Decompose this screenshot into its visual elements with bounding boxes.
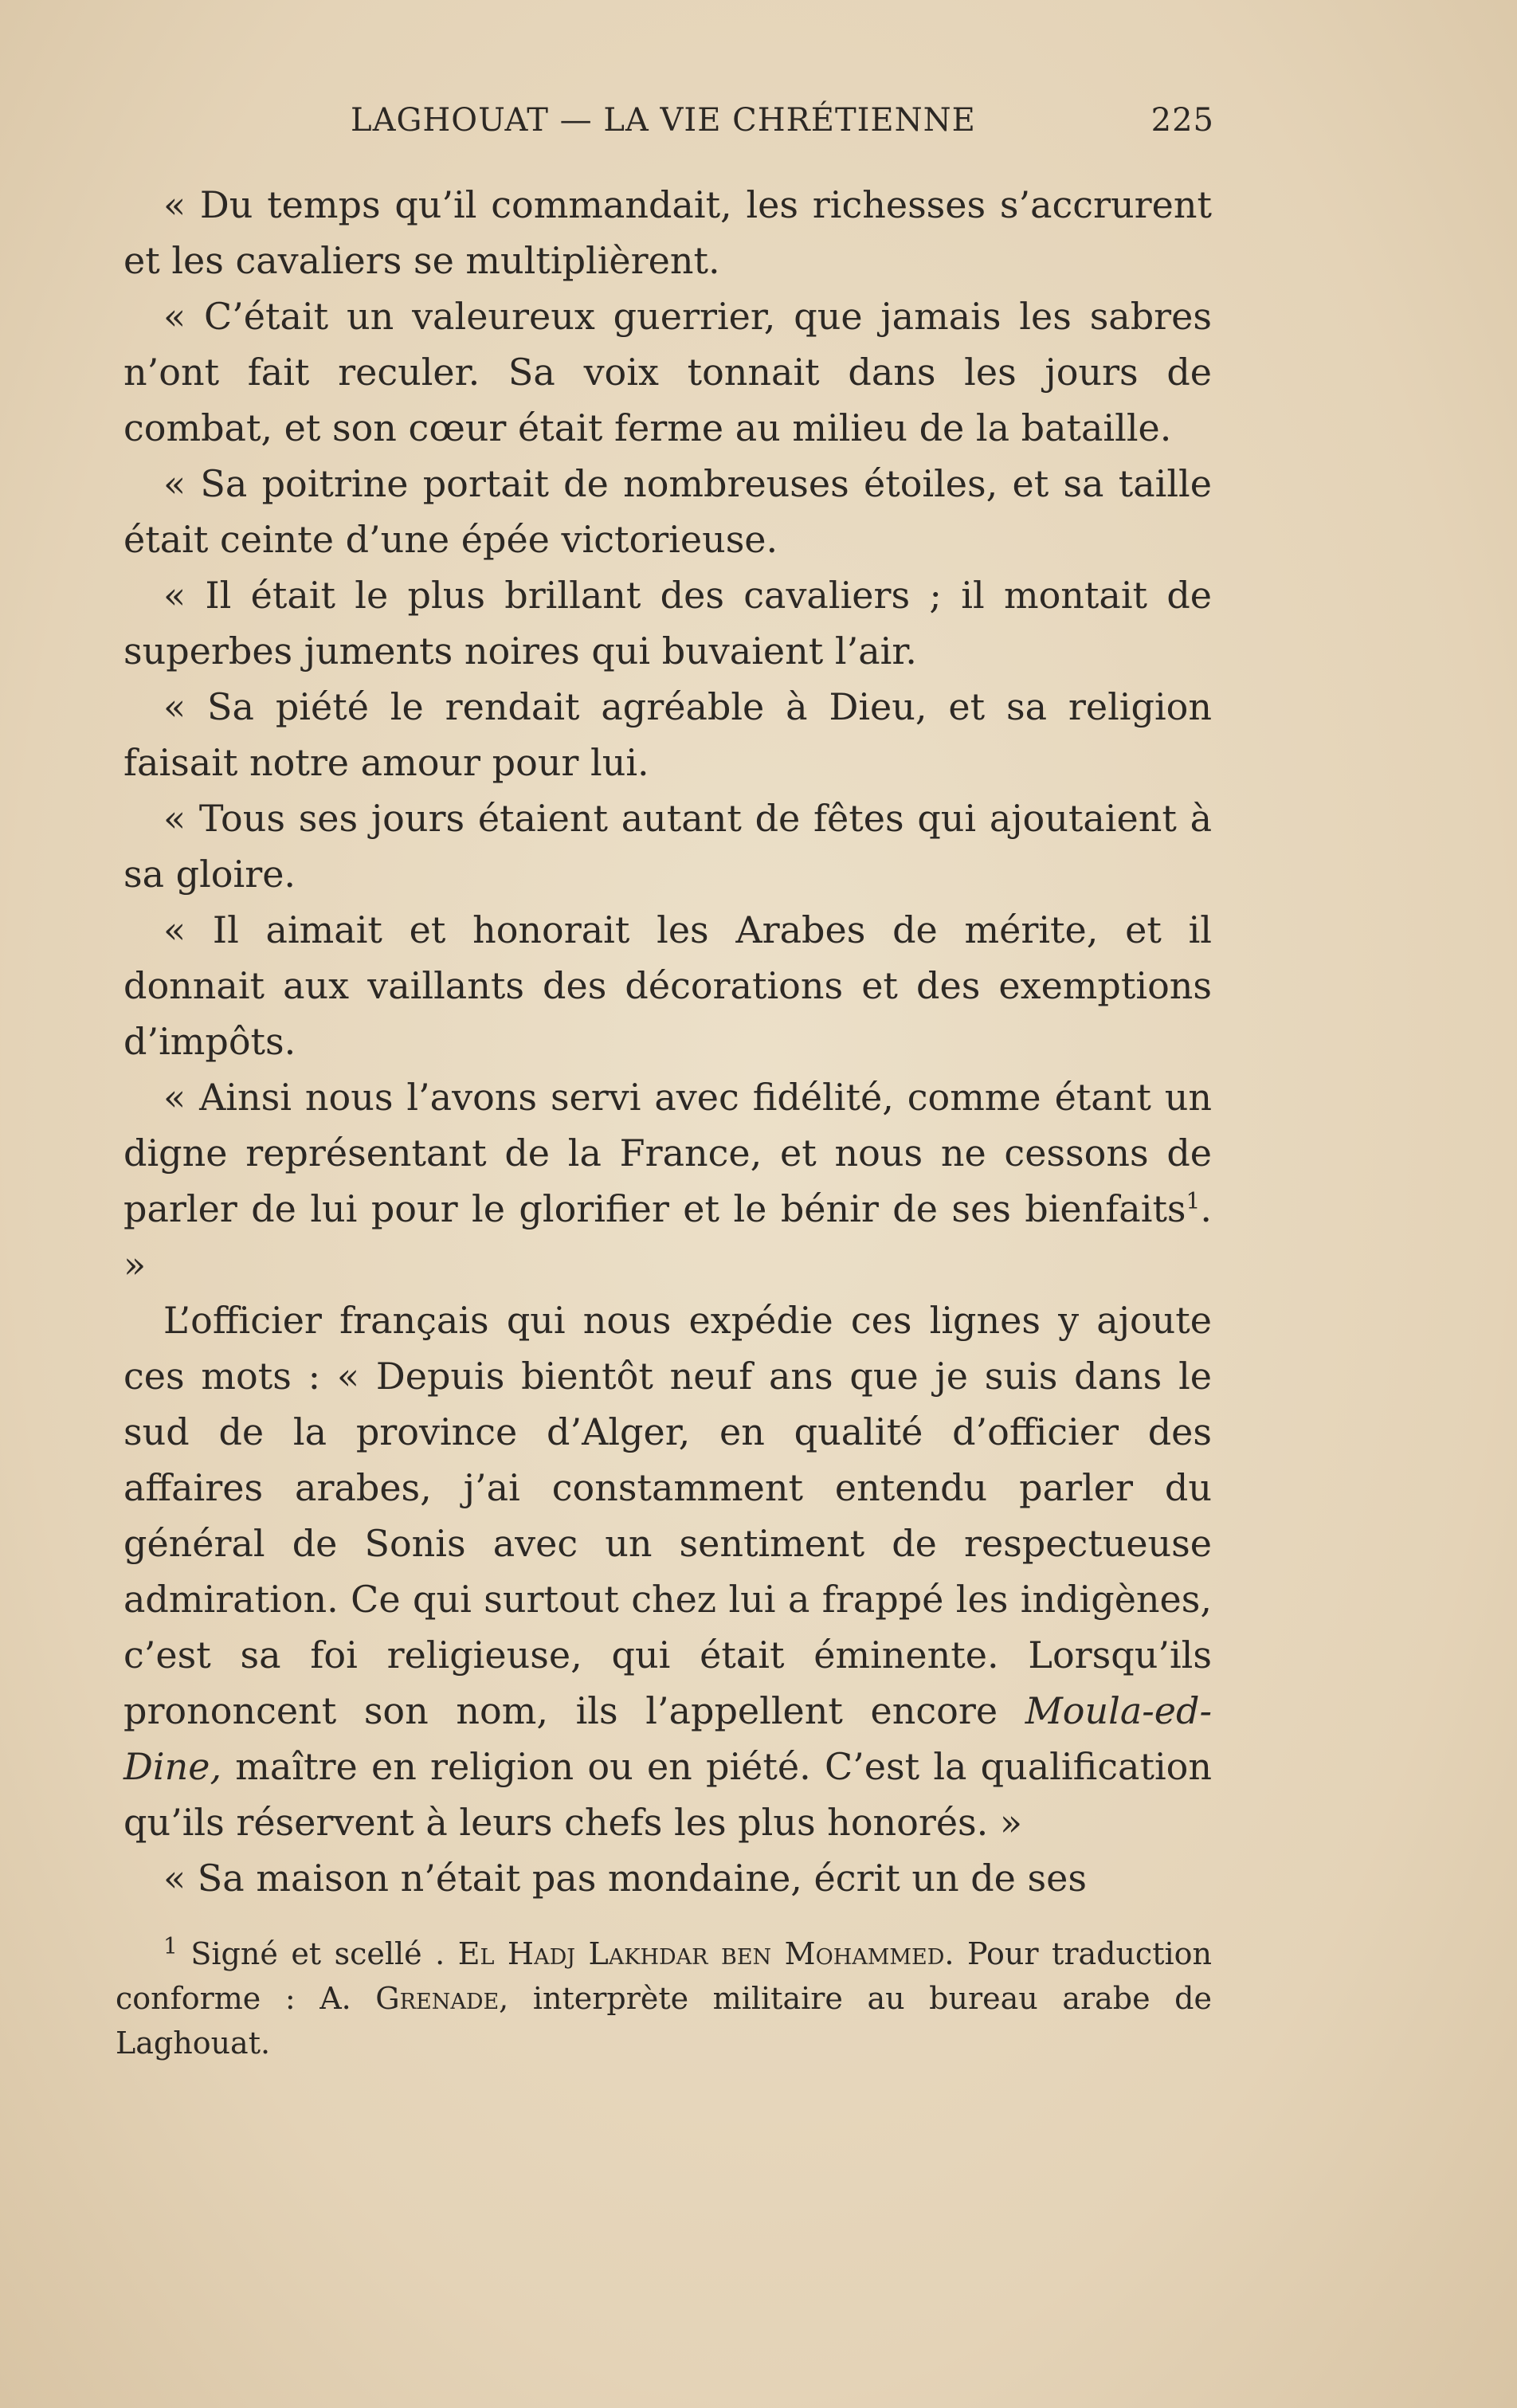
paragraph-7: « Il aimait et honorait les Arabes de mérite, et il donnait aux vaillants des décorations et des exemptions d’impôts.	[123, 908, 1212, 1063]
footnote-part-3: , interprète militaire au bureau arabe de Laghouat.	[116, 1981, 1212, 2061]
paragraph-4: « Il était le plus brillant des cavaliers ; il montait de superbes juments noires qui buvaient l’air.	[123, 574, 1212, 673]
paragraph-2: « C’était un valeureux guerrier, que jamais les sabres n’ont fait reculer. Sa voix tonnait dans les jours de combat, et son cœur était ferme au milieu de la bataille.	[123, 295, 1212, 449]
running-title: LAGHOUAT — LA VIE CHRÉTIENNE	[351, 102, 976, 139]
paragraph-5: « Sa piété le rendait agréable à Dieu, et sa religion faisait notre amour pour lui.	[123, 685, 1212, 784]
footnote-part-2: . Pour traduction conforme : A.	[116, 1936, 1212, 2016]
paragraph-8	[123, 1069, 1212, 1292]
footnote-reference[interactable]: 1	[1186, 1187, 1201, 1214]
paragraph-8-text: « Ainsi nous l’avons servi avec fidélité, comme étant un digne représentant de la France, et nous ne cessons de parler de lui pour le glorifier et le bénir de ses bienfaits	[123, 1076, 1212, 1230]
paragraph-10: « Sa maison n’était pas mondaine, écrit un de ses	[163, 1857, 1087, 1900]
paragraph-8-end: . »	[123, 1187, 1212, 1286]
page-number: 225	[1150, 102, 1214, 139]
paragraph-6: « Tous ses jours étaient autant de fêtes qui ajoutaient à sa gloire.	[123, 797, 1212, 896]
paragraph-9-after: maître en religion ou en piété. C’est la qualification qu’ils réservent à leurs chefs les plus honorés. »	[123, 1745, 1212, 1844]
footnote-translator: Grenade	[375, 1981, 500, 2016]
paragraph-9-before: L’officier français qui nous expédie ces lignes y ajoute ces mots : « Depuis bientôt neuf ans que je suis dans le sud de la province d’Alger, en qualité d’officier des affaires arabes, j’ai constamment entendu parler du général de Sonis avec un sentiment de respectueuse admiration. Ce qui surtout chez lui a frappé les indigènes, c’est sa foi religieuse, qui était éminente. Lorsqu’ils prononcent son nom, ils l’appellent encore	[123, 1299, 1212, 1732]
footnote-mark: 1	[163, 1932, 178, 1959]
footnote-signer: El Hadj Lakhdar ben Mohammed	[457, 1936, 945, 1971]
main-text	[123, 177, 1212, 1906]
footnote-part-1: Signé et scellé .	[177, 1936, 458, 1971]
arabic-title: Moula-ed-Dine,	[123, 1689, 1212, 1788]
page-header	[351, 102, 1214, 150]
footnote	[116, 1931, 1212, 2065]
paragraph-9	[123, 1292, 1212, 1850]
paragraph-1: « Du temps qu’il commandait, les richesses s’accrurent et les cavaliers se multiplièrent.	[123, 183, 1212, 282]
paragraph-3: « Sa poitrine portait de nombreuses étoiles, et sa taille était ceinte d’une épée victorieuse.	[123, 462, 1212, 561]
